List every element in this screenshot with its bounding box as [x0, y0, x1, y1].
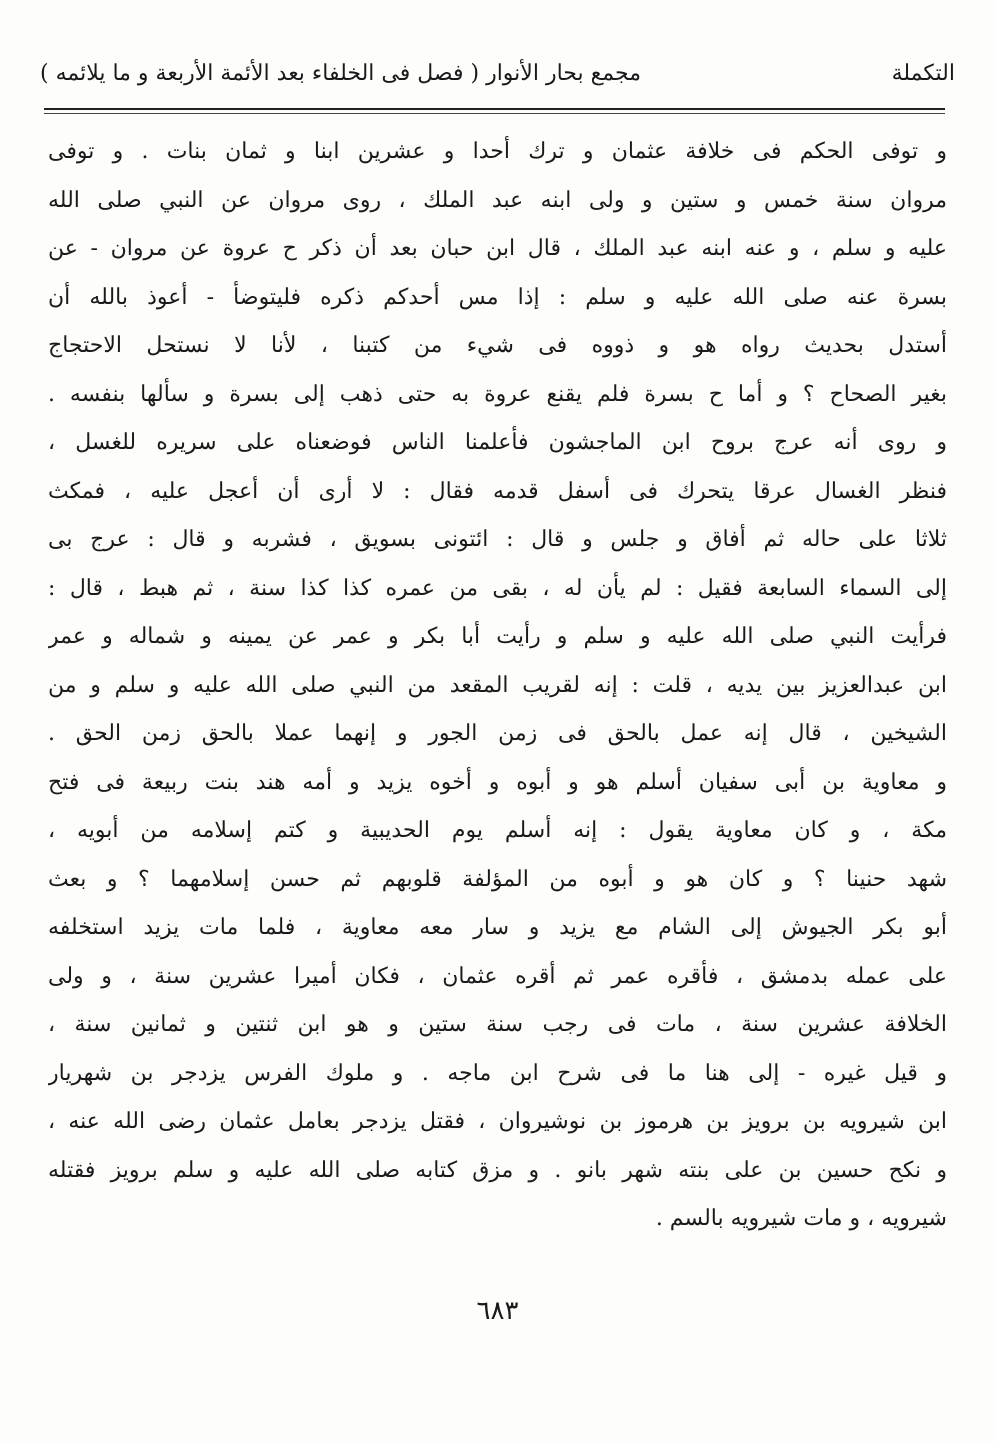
text-line: الشيخين ، قال إنه عمل بالحق فى زمن الجور و إنهما عملا بالحق زمن الحق .: [48, 721, 947, 746]
text-line: بسرة عنه صلى الله عليه و سلم : إذا مس أحدكم ذكره فليتوضأ - أعوذ بالله أن: [48, 284, 947, 310]
section-title: التكملة: [891, 61, 955, 86]
text-line: ابن شيرويه بن برويز بن هرموز بن نوشيروان ، فقتل يزدجر بعامل عثمان رضى الله عنه ،: [48, 1109, 947, 1134]
text-line: عليه و سلم ، و عنه ابنه عبد الملك ، قال ابن حبان بعد أن ذكر ح عروة عن مروان - عن: [48, 236, 947, 261]
text-line: ابن عبدالعزيز بين يديه ، قلت : إنه لقريب المقعد من النبي صلى الله عليه و سلم و من: [48, 672, 947, 698]
text-line: أستدل بحديث رواه هو و ذووه فى شيء من كتبنا ، لأنا لا نستحل الاحتجاج: [48, 333, 947, 358]
text-line: مروان سنة خمس و ستين و ولى ابنه عبد الملك ، روى مروان عن النبي صلى الله: [48, 187, 947, 213]
text-line: بغير الصحاح ؟ و أما ح بسرة فلم يقنع عروة به حتى ذهب إلى بسرة و سألها بنفسه .: [48, 381, 947, 407]
text-line: إلى السماء السابعة فقيل : لم يأن له ، بقى من عمره كذا كذا سنة ، ثم هبط ، قال :: [48, 575, 947, 601]
text-line: شيرويه ، و مات شيرويه بالسم .: [655, 1206, 947, 1231]
text-line: أبو بكر الجيوش إلى الشام مع يزيد و سار معه معاوية ، فلما مات يزيد استخلفه: [48, 915, 947, 940]
book-title: مجمع بحار الأنوار ( فصل فى الخلفاء بعد الأئمة الأربعة و ما يلائمه ): [40, 61, 642, 86]
text-line: و روى أنه عرج بروح ابن الماجشون فأعلمنا الناس فوضعناه على سريره للغسل ،: [48, 430, 947, 455]
text-line: على عمله بدمشق ، فأقره عمر ثم أقره عثمان ، فكان أميرا عشرين سنة ، و ولى: [48, 963, 947, 989]
text-line: و نكح حسين بن على بنته شهر بانو . و مزق كتابه صلى الله عليه و سلم برويز فقتله: [48, 1157, 947, 1183]
text-line: مكة ، و كان معاوية يقول : إنه أسلم يوم الحديبية و كتم إسلامه من أبويه ،: [48, 818, 947, 843]
text-line: و معاوية بن أبى سفيان أسلم هو و أبوه و أخوه يزيد و أمه هند بنت ربيعة فى فتح: [48, 769, 947, 795]
text-line: فنظر الغسال عرقا يتحرك فى أسفل قدمه فقال : لا أرى أن أعجل عليه ، فمكث: [48, 478, 947, 504]
running-header: [40, 52, 955, 96]
text-line: فرأيت النبي صلى الله عليه و سلم و رأيت أبا بكر و عمر عن يمينه و شماله و عمر: [48, 624, 947, 649]
text-line: شهد حنينا ؟ و كان هو و أبوه من المؤلفة قلوبهم ثم حسن إسلامهما ؟ و بعث: [48, 866, 947, 892]
header-rule: [44, 108, 945, 110]
text-line: و توفى الحكم فى خلافة عثمان و ترك أحدا و عشرين ابنا و ثمان بنات . و توفى: [48, 139, 947, 164]
text-line: و قيل غيره - إلى هنا ما فى شرح ابن ماجه . و ملوك الفرس يزدجر بن شهريار: [48, 1060, 947, 1086]
text-line: الخلافة عشرين سنة ، مات فى رجب سنة ستين و هو ابن ثنتين و ثمانين سنة ،: [48, 1012, 947, 1037]
page-number: ٦٨٣: [476, 1296, 519, 1326]
body-text: [48, 128, 947, 1244]
header-rule-thin: [44, 113, 945, 114]
text-line: ثلاثا على حاله ثم أفاق و جلس و قال : ائتونى بسويق ، فشربه و قال : عرج بى: [48, 527, 947, 552]
